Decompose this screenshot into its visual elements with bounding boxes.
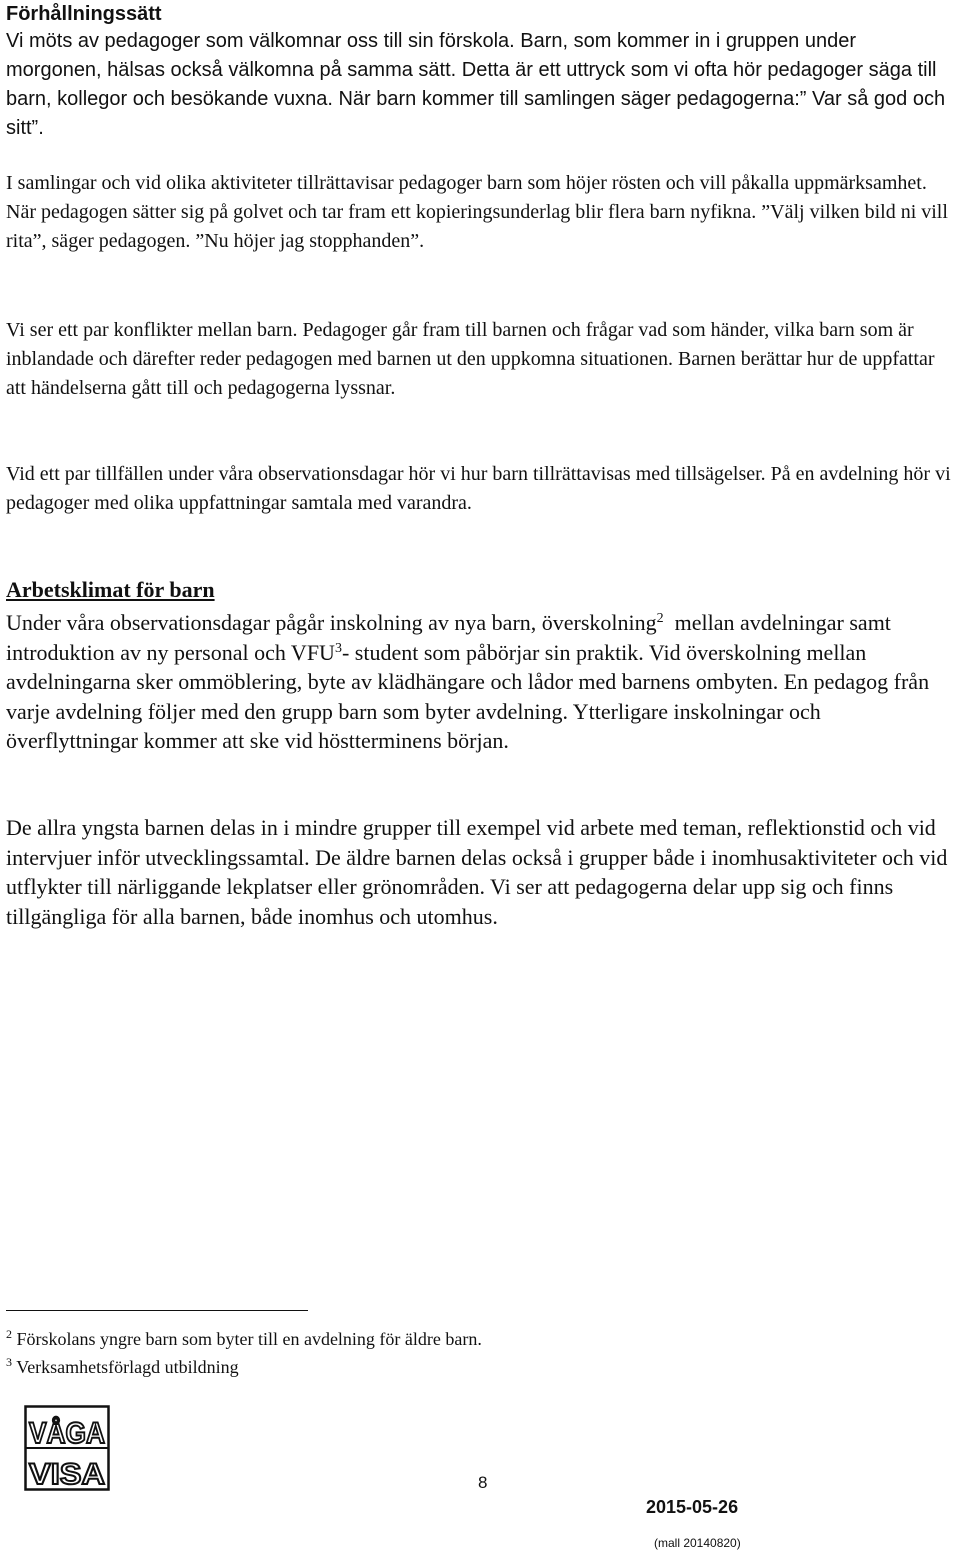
logo-line2: VISA: [29, 1458, 105, 1491]
template-version: (mall 20140820): [654, 1536, 741, 1550]
footnote: [6, 1327, 482, 1351]
section-heading-forhallningssatt: Förhållningssätt: [6, 3, 162, 25]
footnote-text: Förskolans yngre barn som byter till en avdelning för äldre barn.: [16, 1329, 482, 1349]
document-date: 2015-05-26: [646, 1497, 739, 1517]
footnote-ref[interactable]: 2: [656, 611, 664, 626]
footnote-divider: [6, 1310, 308, 1311]
paragraph: I samlingar och vid olika aktiviteter tillrättavisar pedagoger barn som höjer rösten och vill påkalla uppmärksamhet. När pedagogen sätter sig på golvet och tar fram ett kopieringsunderlag blir flera barn nyfikna. ”Välj vilken bild ni vill rita”, säger pedagogen. ”Nu höjer jag stopphanden”.: [6, 172, 948, 252]
vaga-visa-logo: [24, 1405, 110, 1491]
logo-line1: VÅGA: [29, 1417, 105, 1450]
section-heading-arbetsklimat: Arbetsklimat för barn: [6, 577, 215, 602]
paragraph: [6, 608, 956, 756]
paragraph-text: Under våra observationsdagar pågår inskolning av nya barn, överskolning: [6, 610, 657, 635]
footnote-ref[interactable]: 3: [334, 640, 342, 656]
paragraph-text: - student som påbörjar sin praktik. Vid överskolning mellan avdelningarna sker ommöblering, byte av klädhängare och lådor med barnens ombyten. En pedagog från varje avdelning följer med den grupp barn som byter avdelning. Ytterligare inskolningar och överflyttningar kommer att ske vid höstterminens början.: [6, 639, 930, 753]
paragraph: [6, 27, 956, 143]
paragraph: De allra yngsta barnen delas in i mindre grupper till exempel vid arbete med teman, reflektionstid och vid intervjuer inför utvecklingssamtal. De äldre barnen delas också i grupper både i inomhusaktiviteter och vid utflykter till närliggande lekplatser eller grönområden. Vi ser att pedagogerna delar upp sig och finns tillgängliga för alla barnen, både inomhus och utomhus.: [6, 815, 948, 929]
paragraph-text: När barn kommer till samlingen säger pedagogerna:” Var så god och sitt”.: [6, 88, 946, 139]
footnote-number: 3: [6, 1355, 12, 1369]
paragraph: Vid ett par tillfällen under våra observationsdagar hör vi hur barn tillrättavisas med tillsägelser. På en avdelning hör vi pedagoger med olika uppfattningar samtala med varandra.: [6, 463, 951, 514]
footnote: [6, 1355, 239, 1379]
footnote-number: 2: [6, 1327, 12, 1341]
page-number: 8: [478, 1473, 488, 1492]
paragraph-text: Vi möts av pedagoger som välkomnar oss till sin förskola. Barn, som kommer in i gruppen under morgonen, hälsas också välkomna på samma sätt. Detta är ett uttryck som vi ofta hör pedagoger säga till barn, kollegor och besökande vuxna.: [6, 30, 937, 110]
paragraph-text: mellan avdelningar samt introduktion av ny personal och VFU: [6, 610, 897, 665]
paragraph: Vi ser ett par konflikter mellan barn. Pedagoger går fram till barnen och frågar vad som händer, vilka barn som är inblandade och därefter reder pedagogen med barnen ut den uppkomna situationen. Barnen berättar hur de uppfattar att händelserna gått till och pedagogerna lyssnar.: [6, 319, 935, 399]
footnote-text: Verksamhetsförlagd utbildning: [16, 1357, 239, 1377]
